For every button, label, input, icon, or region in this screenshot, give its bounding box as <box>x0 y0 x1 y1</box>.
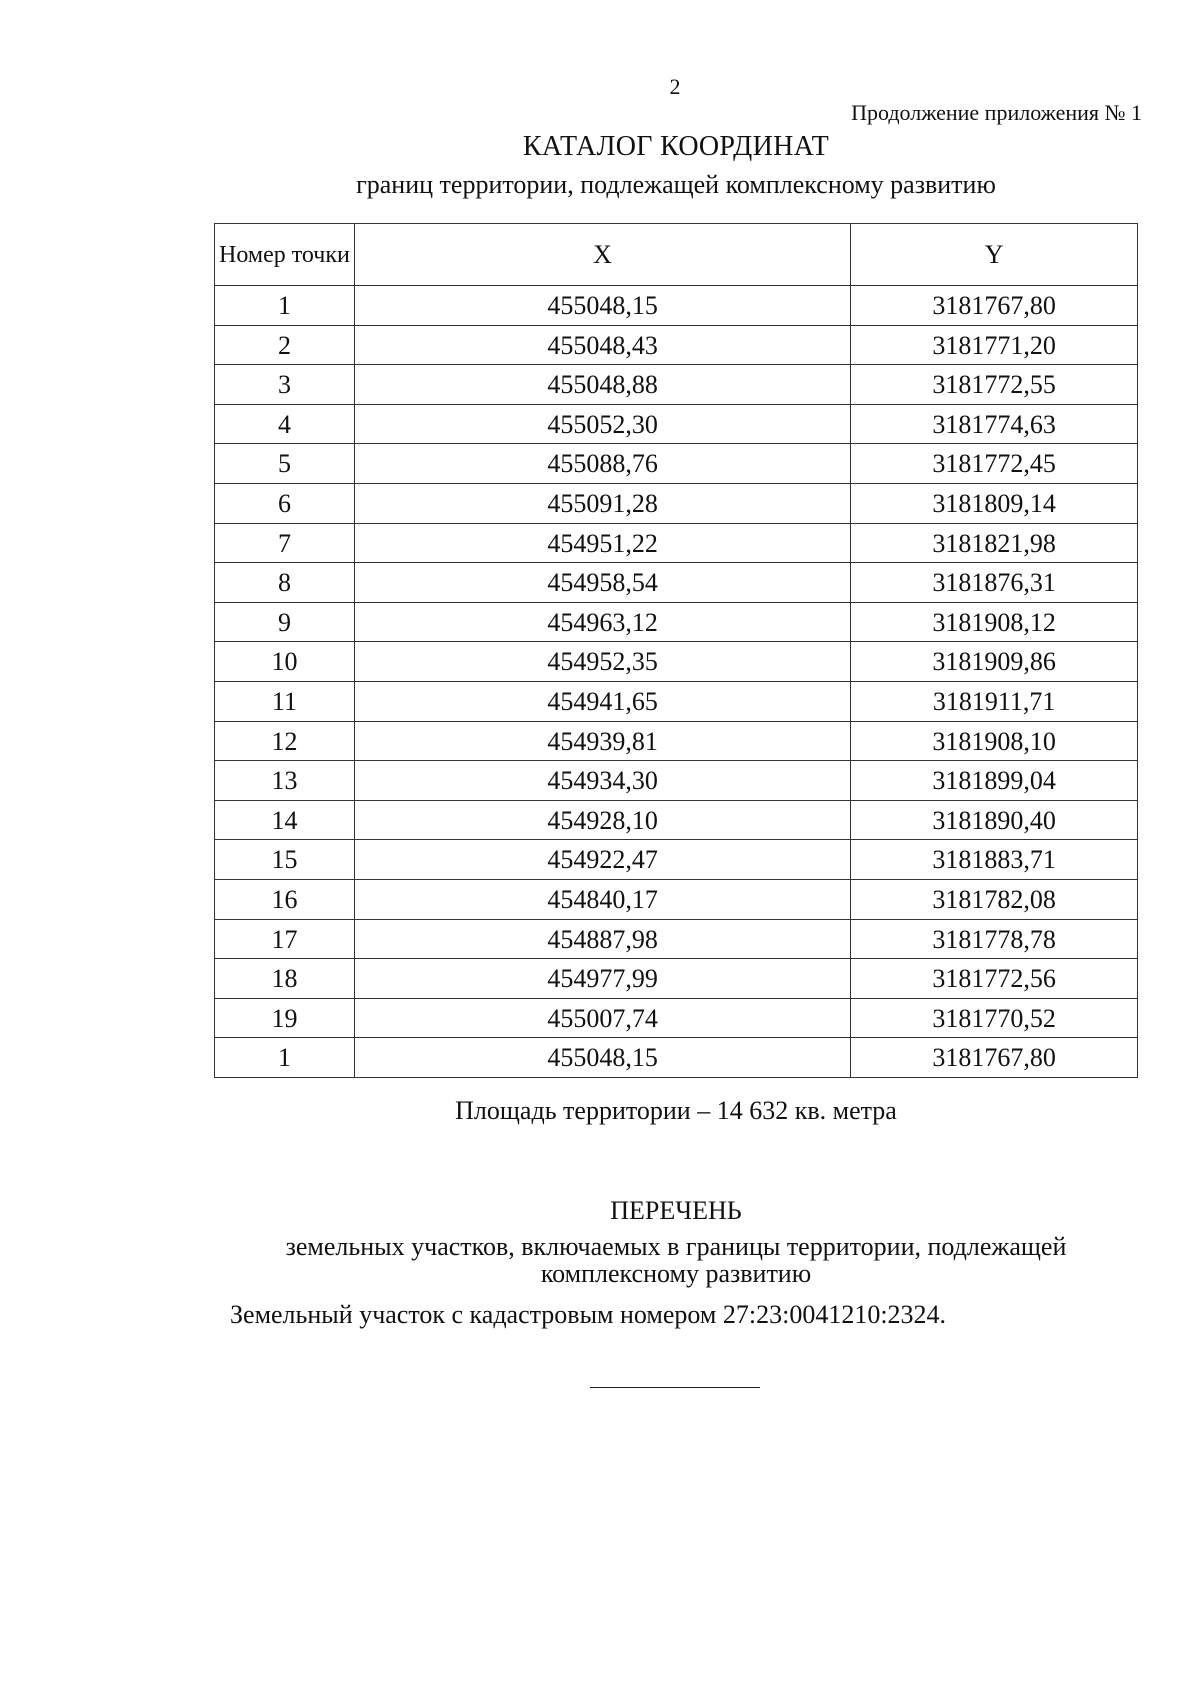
x-coordinate-cell: 454928,10 <box>354 800 850 840</box>
point-number-cell: 4 <box>215 404 355 444</box>
point-number-cell: 9 <box>215 602 355 642</box>
coordinates-table <box>214 223 1138 1078</box>
parcels-list-subtitle: земельных участков, включаемых в границы территории, подлежащей комплексному развитию <box>285 1232 1067 1288</box>
column-header-point-number: Номер точки <box>215 224 355 286</box>
table-row <box>215 365 1138 405</box>
y-coordinate-cell: 3181771,20 <box>851 325 1138 365</box>
x-coordinate-cell: 454977,99 <box>354 959 850 999</box>
x-coordinate-cell: 455088,76 <box>354 444 850 484</box>
point-number-cell: 6 <box>215 483 355 523</box>
column-header-y: Y <box>851 224 1138 286</box>
y-coordinate-cell: 3181909,86 <box>851 642 1138 682</box>
table-row <box>215 959 1138 999</box>
parcel-item: Земельный участок с кадастровым номером 27:23:0041210:2324. <box>230 1300 947 1329</box>
point-number-cell: 17 <box>215 919 355 959</box>
continuation-note: Продолжение приложения № 1 <box>851 100 1142 125</box>
x-coordinate-cell: 455048,88 <box>354 365 850 405</box>
table-row <box>215 840 1138 880</box>
y-coordinate-cell: 3181782,08 <box>851 879 1138 919</box>
y-coordinate-cell: 3181767,80 <box>851 286 1138 326</box>
x-coordinate-cell: 454887,98 <box>354 919 850 959</box>
y-coordinate-cell: 3181908,10 <box>851 721 1138 761</box>
table-row <box>215 602 1138 642</box>
x-coordinate-cell: 454941,65 <box>354 681 850 721</box>
point-number-cell: 3 <box>215 365 355 405</box>
table-row <box>215 761 1138 801</box>
table-row <box>215 998 1138 1038</box>
y-coordinate-cell: 3181772,55 <box>851 365 1138 405</box>
x-coordinate-cell: 455052,30 <box>354 404 850 444</box>
x-coordinate-cell: 455048,43 <box>354 325 850 365</box>
point-number-cell: 7 <box>215 523 355 563</box>
table-row <box>215 523 1138 563</box>
point-number-cell: 10 <box>215 642 355 682</box>
point-number-cell: 19 <box>215 998 355 1038</box>
point-number-cell: 16 <box>215 879 355 919</box>
table-row <box>215 879 1138 919</box>
y-coordinate-cell: 3181883,71 <box>851 840 1138 880</box>
y-coordinate-cell: 3181876,31 <box>851 563 1138 603</box>
y-coordinate-cell: 3181821,98 <box>851 523 1138 563</box>
x-coordinate-cell: 455091,28 <box>354 483 850 523</box>
x-coordinate-cell: 454958,54 <box>354 563 850 603</box>
x-coordinate-cell: 454952,35 <box>354 642 850 682</box>
table-row <box>215 444 1138 484</box>
table-row <box>215 681 1138 721</box>
x-coordinate-cell: 454963,12 <box>354 602 850 642</box>
point-number-cell: 15 <box>215 840 355 880</box>
table-row <box>215 642 1138 682</box>
parcels-list-title: ПЕРЕЧЕНЬ <box>610 1196 742 1225</box>
y-coordinate-cell: 3181809,14 <box>851 483 1138 523</box>
x-coordinate-cell: 454922,47 <box>354 840 850 880</box>
table-header-row <box>215 224 1138 286</box>
x-coordinate-cell: 455048,15 <box>354 286 850 326</box>
point-number-cell: 11 <box>215 681 355 721</box>
x-coordinate-cell: 455007,74 <box>354 998 850 1038</box>
y-coordinate-cell: 3181899,04 <box>851 761 1138 801</box>
point-number-cell: 1 <box>215 1038 355 1078</box>
table-row <box>215 404 1138 444</box>
x-coordinate-cell: 454939,81 <box>354 721 850 761</box>
y-coordinate-cell: 3181774,63 <box>851 404 1138 444</box>
table-row <box>215 483 1138 523</box>
table-row <box>215 919 1138 959</box>
point-number-cell: 18 <box>215 959 355 999</box>
y-coordinate-cell: 3181911,71 <box>851 681 1138 721</box>
point-number-cell: 5 <box>215 444 355 484</box>
x-coordinate-cell: 454951,22 <box>354 523 850 563</box>
y-coordinate-cell: 3181767,80 <box>851 1038 1138 1078</box>
catalog-subtitle: границ территории, подлежащей комплексному развитию <box>356 170 996 199</box>
territory-area: Площадь территории – 14 632 кв. метра <box>455 1096 897 1125</box>
x-coordinate-cell: 454934,30 <box>354 761 850 801</box>
y-coordinate-cell: 3181772,56 <box>851 959 1138 999</box>
point-number-cell: 13 <box>215 761 355 801</box>
point-number-cell: 8 <box>215 563 355 603</box>
catalog-title: КАТАЛОГ КООРДИНАТ <box>522 131 830 162</box>
y-coordinate-cell: 3181772,45 <box>851 444 1138 484</box>
point-number-cell: 2 <box>215 325 355 365</box>
page-number: 2 <box>669 74 681 99</box>
table-row <box>215 800 1138 840</box>
x-coordinate-cell: 454840,17 <box>354 879 850 919</box>
table-row <box>215 286 1138 326</box>
column-header-x: X <box>354 224 850 286</box>
end-divider <box>590 1387 760 1388</box>
point-number-cell: 12 <box>215 721 355 761</box>
y-coordinate-cell: 3181770,52 <box>851 998 1138 1038</box>
point-number-cell: 1 <box>215 286 355 326</box>
table-row <box>215 325 1138 365</box>
y-coordinate-cell: 3181778,78 <box>851 919 1138 959</box>
table-body <box>215 286 1138 1078</box>
table-row <box>215 563 1138 603</box>
x-coordinate-cell: 455048,15 <box>354 1038 850 1078</box>
table-row <box>215 1038 1138 1078</box>
point-number-cell: 14 <box>215 800 355 840</box>
y-coordinate-cell: 3181908,12 <box>851 602 1138 642</box>
y-coordinate-cell: 3181890,40 <box>851 800 1138 840</box>
table-row <box>215 721 1138 761</box>
